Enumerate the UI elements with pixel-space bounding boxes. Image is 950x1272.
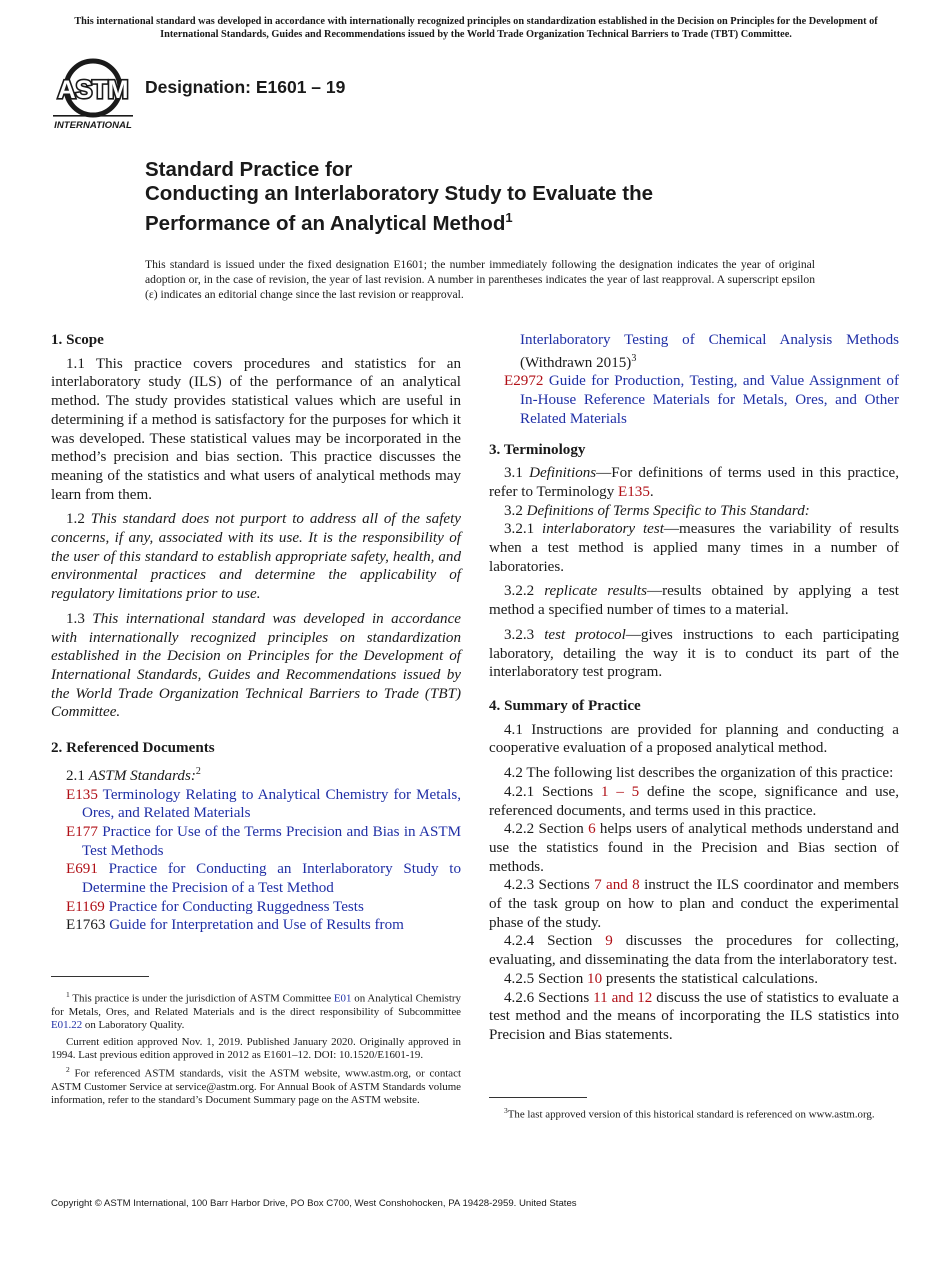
para-3-2-1-term: interlaboratory test [542, 521, 664, 538]
ref-e1763[interactable] [51, 916, 461, 935]
para-3-2-1 [489, 520, 899, 576]
footnote-2 [51, 1063, 461, 1108]
para-3-2-2 [489, 582, 899, 619]
footnote-1-b: on Analytical Chemistry for Metals, Ores, and Related Materials and is the direct responsibility of Subcommittee [51, 992, 461, 1019]
ref-e177-title[interactable]: Practice for Use of the Terms Precision and Bias in ASTM Test Methods [82, 823, 461, 859]
top-notice: This international standard was developed in accordance with internationally recognized principles on standardization established in the Decision on Principles for the Development of International Standards, Guides and Recommendations issued by the World Trade Organization Technical Barriers to Trade (TBT) Committee. [74, 16, 878, 40]
para-4-2-6-b: discuss the use of statistics to evaluate a test method and the means of incorporating the ILS statistics into Precision and Bias statements. [489, 989, 899, 1043]
footnote-1-link-e01[interactable]: E01 [333, 992, 352, 1005]
para-4-2-2 [489, 820, 899, 876]
para-3-2-term: Definitions of Terms Specific to This Standard: [526, 502, 810, 519]
footnote-1-mark: 1 [66, 990, 70, 999]
para-4-2-3-b: instruct the ILS coordinator and members of the task group on how to plan and conduct the experimental phase of the study. [489, 877, 900, 931]
para-4-1: 4.1 Instructions are provided for planning and conducting a cooperative evaluation of a proposed analytical method. [489, 721, 899, 757]
ref-e691-title[interactable]: Practice for Conducting an Interlaboratory Study to Determine the Precision of a Test Method [82, 861, 462, 897]
para-1-3 [51, 610, 461, 722]
title-line-2: Conducting an Interlaboratory Study to Evaluate the [145, 182, 653, 205]
ref-e1763-continued[interactable] [489, 331, 899, 372]
para-4-2: 4.2 The following list describes the organization of this practice: [504, 765, 894, 782]
para-3-1-num: 3.1 [504, 465, 523, 482]
para-2-1-label: ASTM Standards: [88, 767, 196, 784]
footnote-2-text: For referenced ASTM standards, visit the ASTM website, www.astm.org, or contact ASTM Customer Service at service@astm.org. For Annual Book of ASTM Standards volume information, refer to the standard’s Document Summary page on the ASTM website. [51, 1067, 461, 1107]
abstract: This standard is issued under the fixed designation E1601; the number immediately following the designation indicates the year of original adoption or, in the case of revision, the year of last revision. A number in parentheses indicates the year of last reapproval. A superscript epsilon (ε) indicates an editorial change since the last revision or reapproval. [145, 258, 815, 301]
para-4-2-1 [489, 783, 899, 820]
footnote-3-text: The last approved version of this historical standard is referenced on www.astm.org. [507, 1108, 875, 1121]
heading-referenced-documents: 2. Referenced Documents [51, 740, 215, 757]
footnote-3 [489, 1104, 899, 1122]
para-4-2-1-b: define the scope, significance and use, referenced documents, and terms used in this practice. [489, 783, 899, 819]
para-4-2-2-a: 4.2.2 Section [504, 821, 584, 838]
ref-e135[interactable] [51, 786, 461, 823]
heading-scope: 1. Scope [51, 332, 104, 348]
para-4-2-5-b: presents the statistical calculations. [605, 970, 818, 987]
ref-e1763-withdrawn: (Withdrawn 2015) [520, 354, 632, 371]
para-2-1 [51, 763, 461, 786]
footnotes-right [489, 1104, 899, 1122]
para-2-1-mark[interactable]: 2 [195, 765, 201, 777]
footnotes-left [51, 988, 461, 1108]
ref-e1763-mark[interactable]: 3 [631, 352, 637, 364]
ref-e177[interactable] [51, 823, 461, 860]
para-3-2-3-term: test protocol [544, 626, 626, 643]
para-3-2-2-term: replicate results [544, 583, 647, 600]
heading-summary: 4. Summary of Practice [489, 697, 641, 714]
para-3-2-1-text: —measures the variability of results when a test method is applied many times in a number of laboratories. [489, 521, 899, 575]
para-3-2-2-num: 3.2.2 [504, 583, 535, 600]
para-2-1-num: 2.1 [66, 767, 85, 784]
footnote-rule-right [489, 1097, 587, 1098]
footnote-1 [51, 988, 461, 1033]
left-column [51, 331, 461, 935]
ref-e1763-title[interactable]: Guide for Interpretation and Use of Results from [109, 917, 404, 934]
para-4-2-6-a: 4.2.6 Sections [504, 989, 590, 1006]
para-3-2-1-num: 3.2.1 [504, 521, 535, 538]
para-3-2 [489, 502, 899, 521]
para-4-2-5-a: 4.2.5 Section [504, 970, 584, 987]
ref-e1763-title-cont[interactable]: Interlaboratory Testing of Chemical Analysis Methods [520, 332, 899, 348]
astm-logo [52, 58, 134, 132]
para-1-1: 1.1 This practice covers procedures and statistics for an interlaboratory study (ILS) of the performance of an analytical method. The study provides statistical values which are useful in determining if a method is satisfactory for the purposes for which it was developed. These statistical values may be incorporated in the method’s precision and bias section. This practice discusses the meaning of the statistics and what users of analytical methods may learn from them. [51, 355, 461, 503]
para-4-2-3-a: 4.2.3 Sections [504, 877, 590, 894]
para-3-2-2-text: —results obtained by applying a test method a specified number of times to a material. [489, 583, 899, 619]
ref-e177-code[interactable]: E177 [66, 823, 98, 840]
footnote-3-mark: 3 [504, 1106, 508, 1115]
title-footnote-mark[interactable]: 1 [505, 210, 513, 225]
para-3-1-text: —For definitions of terms used in this practice, refer to Terminology [489, 465, 900, 500]
para-4-2-2-link[interactable]: 6 [588, 821, 596, 838]
footnote-2-mark: 2 [66, 1064, 70, 1074]
para-3-1-link[interactable]: E135 [618, 483, 650, 500]
para-3-2-3-text: —gives instructions to each participating laboratory, detailing the way it is to conduct its part of the interlaboratory test program. [489, 626, 899, 681]
right-column [489, 331, 899, 1045]
ref-e1169-title[interactable]: Practice for Conducting Ruggedness Tests [108, 898, 364, 915]
para-4-2-4 [489, 932, 899, 969]
footnote-1-edition: Current edition approved Nov. 1, 2019. Published January 2020. Originally approved in 1994. Last previous edition approved in 2012 as E1601–12. DOI: 10.1520/E1601-19. [51, 1035, 461, 1062]
para-4-2-4-a: 4.2.4 Section [504, 933, 593, 950]
footnote-rule-left [51, 976, 149, 977]
title-line-3-text: Performance of an Analytical Method [145, 211, 506, 235]
footnote-1-link-e0122[interactable]: E01.22 [51, 1019, 83, 1032]
ref-e2972[interactable] [489, 372, 899, 428]
para-3-1 [489, 464, 899, 501]
ref-e691[interactable] [51, 860, 461, 897]
heading-terminology: 3. Terminology [489, 441, 586, 458]
title-line-3 [145, 206, 905, 236]
para-4-2-2-b: helps users of analytical methods understand and use the statistics found in the Precision and Bias section of methods. [489, 821, 899, 875]
ref-e135-title[interactable]: Terminology Relating to Analytical Chemistry for Metals, Ores, and Related Materials [82, 786, 461, 822]
astm-logo-label: ASTM [57, 76, 129, 104]
ref-e1763-code: E1763 [66, 917, 106, 934]
astm-logo-sub: INTERNATIONAL [54, 120, 132, 131]
para-4-2-5-link[interactable]: 10 [587, 970, 603, 987]
para-3-1-end: . [649, 483, 654, 500]
para-3-2-3-num: 3.2.3 [504, 626, 535, 643]
para-1-2-num: 1.2 [66, 511, 85, 528]
ref-e135-code[interactable]: E135 [66, 786, 98, 803]
para-4-2-6 [489, 989, 899, 1045]
ref-e1169[interactable] [51, 898, 461, 917]
para-1-3-text: This international standard was developed in accordance with internationally recognized principles on standardization established in the Decision on Principles for the Development of International Standards, Guides and Recommendations issued by the World Trade Organization Technical Barriers to Trade (TBT) Committee. [51, 610, 461, 721]
para-4-2-6-link[interactable]: 11 and 12 [593, 989, 653, 1006]
para-4-2-5 [489, 970, 899, 989]
para-4-2-4-link[interactable]: 9 [605, 933, 613, 950]
para-3-2-num: 3.2 [504, 502, 523, 519]
para-4-2-4-b: discusses the procedures for collecting, evaluating, and disseminating the data from the interlaboratory test. [489, 933, 899, 969]
ref-e691-code[interactable]: E691 [66, 861, 98, 878]
para-4-2-1-link[interactable]: 1 – 5 [600, 783, 640, 800]
para-1-2 [51, 510, 461, 604]
ref-e2972-code[interactable]: E2972 [504, 373, 544, 390]
para-4-2-3-link[interactable]: 7 and 8 [594, 877, 640, 894]
para-4-2-3 [489, 876, 899, 932]
document-title [145, 158, 905, 236]
footnote-1-c: on Laboratory Quality. [84, 1019, 185, 1032]
ref-e2972-title[interactable]: Guide for Production, Testing, and Value Assignment of In-House Reference Materials for Metals, Ores, and Other Related Materials [520, 373, 899, 427]
ref-e1169-code[interactable]: E1169 [66, 898, 105, 915]
para-3-1-term: Definitions [529, 465, 597, 482]
para-1-3-num: 1.3 [66, 610, 85, 627]
para-4-2-1-a: 4.2.1 Sections [504, 783, 594, 800]
footnote-1-a: This practice is under the jurisdiction of ASTM Committee [72, 992, 332, 1005]
designation: Designation: E1601 – 19 [145, 77, 346, 97]
para-1-2-text: This standard does not purport to address all of the safety concerns, if any, associated with its use. It is the responsibility of the user of this standard to establish appropriate safety, health, and environmental practices and determine the applicability of regulatory limitations prior to use. [51, 511, 461, 603]
para-3-2-3 [489, 626, 899, 682]
title-line-1: Standard Practice for [145, 158, 353, 181]
copyright: Copyright © ASTM International, 100 Barr Harbor Drive, PO Box C700, West Conshohocken, PA 19428-2959. United States [51, 1198, 577, 1209]
